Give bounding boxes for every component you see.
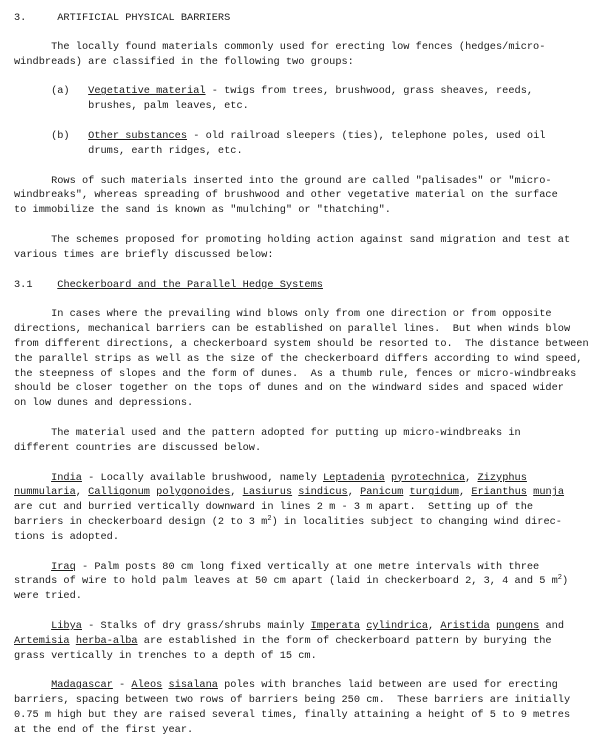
underlined-term: Artemisia — [14, 634, 70, 647]
underlined-term: Zizyphus — [477, 471, 527, 484]
libya-paragraph — [14, 619, 600, 663]
text-line — [14, 441, 600, 456]
text-line — [14, 634, 600, 649]
text-segment: - twigs from trees, brushwood, grass sheaves, reeds, — [205, 85, 534, 98]
text-line — [14, 530, 600, 545]
text-line — [14, 129, 600, 144]
text-segment: drums, earth ridges, etc. — [14, 144, 243, 157]
cases-paragraph — [14, 307, 600, 411]
text-segment: , — [458, 486, 472, 499]
text-line — [14, 188, 600, 203]
text-segment: strands of wire to hold palm leaves at 50 cm apart (laid in checkerboard 2, 3, 4 and 5 m — [14, 575, 558, 588]
text-line — [14, 11, 600, 26]
text-line — [14, 55, 600, 70]
text-line — [14, 278, 600, 293]
text-segment: ) — [561, 575, 569, 588]
underlined-term: Calligonum — [88, 486, 150, 499]
text-segment: - Palm posts 80 cm long fixed vertically at one metre intervals with three — [75, 560, 540, 573]
text-segment: 3.1 — [14, 278, 58, 291]
text-segment — [14, 561, 51, 573]
text-segment: grass vertically in trenches to a depth of 15 cm. — [14, 649, 317, 662]
text-segment: 3. ARTIFICIAL PHYSICAL BARRIERS — [14, 12, 231, 24]
text-segment: The material used and the pattern adopted for putting up micro-windbreaks in — [14, 426, 521, 439]
underlined-term: Libya — [51, 619, 82, 632]
text-line — [14, 471, 600, 486]
underlined-term: nummularia — [14, 486, 76, 499]
intro-paragraph — [14, 40, 600, 70]
underlined-term: sisalana — [168, 679, 218, 692]
text-line — [14, 233, 600, 248]
text-line — [14, 500, 600, 515]
text-segment — [14, 620, 51, 632]
text-line — [14, 574, 600, 589]
text-segment: brushes, palm leaves, etc. — [14, 100, 249, 113]
text-line — [14, 426, 600, 441]
text-segment: are cut and burried vertically downward in lines 2 m - 3 m apart. Setting up of the — [14, 501, 534, 514]
underlined-term: Aleos — [131, 679, 163, 692]
palisades-paragraph — [14, 174, 600, 218]
text-segment — [14, 472, 51, 484]
text-line — [14, 248, 600, 263]
text-segment: to immobilize the sand is known as "mulching" or "thatching". — [14, 204, 391, 217]
text-segment: the parallel strips as well as the size of the checkerboard differs according to wind speed, — [14, 352, 583, 365]
underlined-term: polygonoides — [156, 486, 231, 499]
text-line — [14, 322, 600, 337]
text-segment: barriers in checkerboard design (2 to 3 m — [14, 515, 268, 528]
text-segment: directions, mechanical barriers can be established on parallel lines. But when winds blow — [14, 323, 571, 336]
text-line — [14, 693, 600, 708]
text-segment: 0.75 m high but they are raised several times, finally attaining a height of 5 to 9 metres — [14, 708, 571, 721]
text-segment: - Stalks of dry grass/shrubs mainly — [81, 619, 311, 632]
iraq-paragraph — [14, 560, 600, 604]
text-line — [14, 84, 600, 99]
text-line — [14, 396, 600, 411]
underlined-term: India — [51, 471, 82, 484]
underlined-term: cylindrica — [366, 619, 429, 632]
superscript: 2 — [557, 574, 562, 583]
text-segment: ) in localities subject to changing wind direc- — [271, 515, 562, 528]
text-segment: on low dunes and depressions. — [14, 397, 194, 410]
text-line — [14, 649, 600, 664]
text-segment — [14, 679, 51, 691]
text-segment: barriers, spacing between two rows of barriers being 250 cm. These barriers are initially — [14, 694, 571, 707]
text-line — [14, 40, 600, 55]
underlined-term: Other substances — [88, 129, 188, 142]
text-segment: from different directions, a checkerboard system should be resorted to. The distance between — [14, 337, 589, 350]
text-line — [14, 708, 600, 723]
underlined-term: Aristida — [440, 619, 490, 632]
text-segment: various times are briefly discussed below: — [14, 248, 274, 261]
section-3-1-heading — [14, 278, 600, 293]
underlined-term: Imperata — [310, 619, 361, 632]
underlined-term: Checkerboard and the Parallel Hedge Systems — [57, 278, 323, 291]
text-segment: , — [347, 486, 361, 499]
text-line — [14, 99, 600, 114]
text-line — [14, 337, 600, 352]
document-page — [14, 11, 600, 737]
underlined-term: Iraq — [51, 560, 76, 573]
text-line — [14, 352, 600, 367]
text-segment: - — [112, 679, 132, 692]
text-segment: Rows of such materials inserted into the ground are called "palisades" or "micro- — [14, 174, 552, 187]
text-line — [14, 367, 600, 382]
material-paragraph — [14, 426, 600, 456]
madagascar-paragraph — [14, 678, 600, 737]
text-line — [14, 619, 600, 634]
underlined-term: pungens — [496, 619, 540, 632]
text-segment: the steepness of slopes and the form of dunes. As a thumb rule, fences or micro-windbreaks — [14, 367, 577, 380]
text-segment: tions is adopted. — [14, 530, 120, 543]
underlined-term: Leptadenia — [322, 471, 385, 484]
text-line — [14, 144, 600, 159]
underlined-term: Lasiurus — [242, 486, 293, 499]
text-line — [14, 485, 600, 500]
india-paragraph — [14, 471, 600, 545]
underlined-term: sindicus — [298, 486, 348, 499]
text-segment: , — [428, 619, 441, 632]
text-segment: should be closer together on the tops of dunes and on the windward sides and spaced wider — [14, 382, 564, 395]
item-a — [14, 84, 600, 114]
text-segment: are established in the form of checkerboard pattern by burying the — [137, 634, 552, 647]
text-line — [14, 515, 600, 530]
item-b — [14, 129, 600, 159]
text-segment: , — [230, 486, 243, 499]
underlined-term: Erianthus — [471, 486, 527, 499]
underlined-term: Panicum — [360, 486, 404, 499]
text-segment: windbreads) are classified in the following two groups: — [14, 55, 354, 68]
section-3-heading — [14, 11, 600, 26]
text-segment: and — [539, 619, 565, 632]
text-segment: were tried. — [14, 590, 82, 603]
text-line — [14, 307, 600, 322]
schemes-paragraph — [14, 233, 600, 263]
text-segment: - old railroad sleepers (ties), telephone poles, used oil — [187, 129, 546, 142]
text-segment: poles with branches laid between are used for erecting — [217, 679, 558, 692]
text-segment: - Locally available brushwood, namely — [81, 471, 323, 484]
text-segment: windbreaks", whereas spreading of brushwood and other vegetative material on the surface — [14, 189, 558, 202]
text-segment: The schemes proposed for promoting holding action against sand migration and test at — [14, 233, 571, 246]
text-line — [14, 174, 600, 189]
text-segment: , — [75, 486, 89, 499]
underlined-term: turgidum — [409, 486, 459, 499]
underlined-term: Madagascar — [51, 679, 113, 692]
text-segment: different countries are discussed below. — [14, 441, 262, 454]
underlined-term: pyrotechnica — [390, 471, 466, 484]
underlined-term: Vegetative material — [88, 85, 206, 98]
text-line — [14, 589, 600, 604]
text-segment: at the end of the first year. — [14, 723, 194, 736]
text-line — [14, 560, 600, 575]
underlined-term: herba-alba — [75, 634, 138, 647]
underlined-term: munja — [533, 486, 565, 499]
text-segment: In cases where the prevailing wind blows only from one direction or from opposite — [14, 308, 552, 321]
superscript: 2 — [267, 514, 272, 523]
text-segment: (b) — [14, 129, 89, 142]
text-segment: , — [465, 471, 478, 484]
text-segment: The locally found materials commonly used for erecting low fences (hedges/micro- — [14, 40, 546, 53]
text-line — [14, 203, 600, 218]
text-line — [14, 381, 600, 396]
text-segment: (a) — [14, 85, 89, 98]
text-line — [14, 678, 600, 693]
